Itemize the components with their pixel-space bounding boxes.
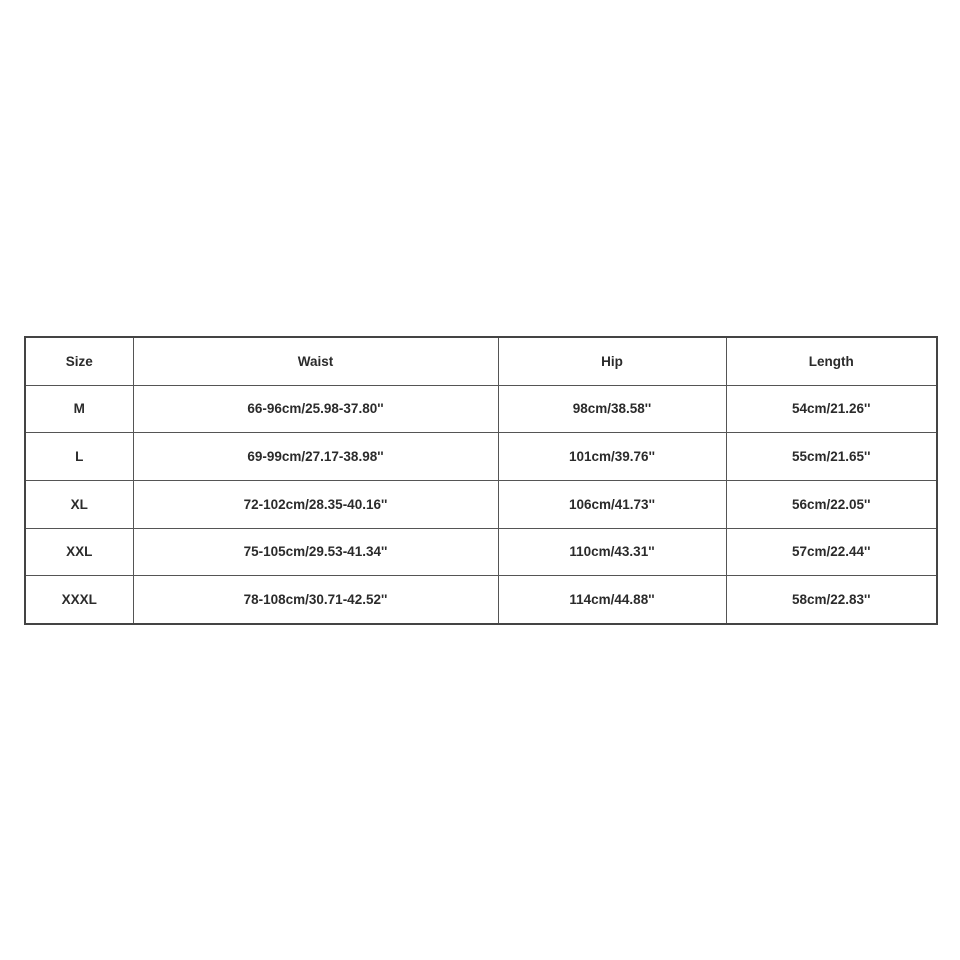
cell-length: 56cm/22.05'' bbox=[726, 480, 937, 528]
cell-hip: 110cm/43.31'' bbox=[498, 528, 726, 576]
table-row bbox=[25, 433, 937, 481]
table-row bbox=[25, 480, 937, 528]
cell-size: XXXL bbox=[25, 576, 133, 624]
size-chart-table bbox=[24, 336, 938, 625]
header-size: Size bbox=[25, 337, 133, 385]
header-length: Length bbox=[726, 337, 937, 385]
table-header-row bbox=[25, 337, 937, 385]
table-row bbox=[25, 385, 937, 433]
header-waist: Waist bbox=[133, 337, 498, 385]
cell-hip: 106cm/41.73'' bbox=[498, 480, 726, 528]
cell-hip: 98cm/38.58'' bbox=[498, 385, 726, 433]
cell-length: 55cm/21.65'' bbox=[726, 433, 937, 481]
cell-waist: 78-108cm/30.71-42.52'' bbox=[133, 576, 498, 624]
cell-waist: 69-99cm/27.17-38.98'' bbox=[133, 433, 498, 481]
header-hip: Hip bbox=[498, 337, 726, 385]
cell-hip: 114cm/44.88'' bbox=[498, 576, 726, 624]
cell-size: M bbox=[25, 385, 133, 433]
cell-waist: 72-102cm/28.35-40.16'' bbox=[133, 480, 498, 528]
cell-length: 54cm/21.26'' bbox=[726, 385, 937, 433]
cell-length: 58cm/22.83'' bbox=[726, 576, 937, 624]
table-row bbox=[25, 576, 937, 624]
cell-waist: 66-96cm/25.98-37.80'' bbox=[133, 385, 498, 433]
table-row bbox=[25, 528, 937, 576]
cell-length: 57cm/22.44'' bbox=[726, 528, 937, 576]
cell-waist: 75-105cm/29.53-41.34'' bbox=[133, 528, 498, 576]
cell-size: XXL bbox=[25, 528, 133, 576]
cell-size: XL bbox=[25, 480, 133, 528]
cell-size: L bbox=[25, 433, 133, 481]
cell-hip: 101cm/39.76'' bbox=[498, 433, 726, 481]
